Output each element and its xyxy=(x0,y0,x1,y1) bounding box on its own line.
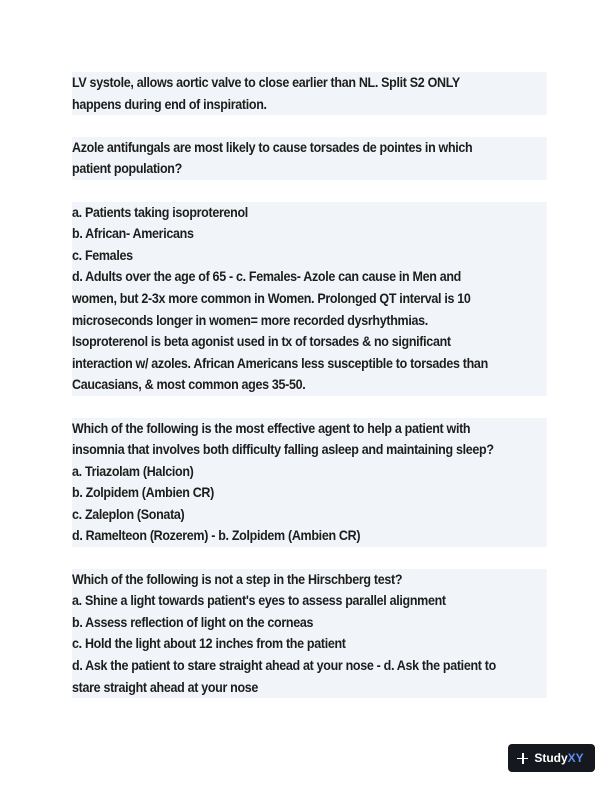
text-line: b. African- Americans xyxy=(72,223,547,245)
text-line: happens during end of inspiration. xyxy=(72,94,547,116)
text-line: Isoproterenol is beta agonist used in tx of torsades & no significant xyxy=(72,331,547,353)
brand-accent: XY xyxy=(567,751,584,765)
brand-name xyxy=(534,751,583,765)
text-line: d. Ramelteon (Rozerem) - b. Zolpidem (Ambien CR) xyxy=(72,525,547,547)
text-line: insomnia that involves both difficulty falling asleep and maintaining sleep? xyxy=(72,439,547,461)
text-line: a. Shine a light towards patient's eyes to assess parallel alignment xyxy=(72,590,547,612)
brand-main: Study xyxy=(534,751,568,765)
paragraph-hirschberg-question xyxy=(72,569,547,699)
text-line: stare straight ahead at your nose xyxy=(72,677,547,699)
text-line: microseconds longer in women= more recorded dysrhythmias. xyxy=(72,310,547,332)
text-line: d. Adults over the age of 65 - c. Females- Azole can cause in Men and xyxy=(72,266,547,288)
text-line: b. Assess reflection of light on the corneas xyxy=(72,612,547,634)
text-line: patient population? xyxy=(72,158,547,180)
text-line: c. Females xyxy=(72,245,547,267)
paragraph-azole-question xyxy=(72,137,547,180)
paragraph-azole-answers xyxy=(72,202,547,396)
text-line: a. Patients taking isoproterenol xyxy=(72,202,547,224)
text-line: women, but 2-3x more common in Women. Prolonged QT interval is 10 xyxy=(72,288,547,310)
text-line: Which of the following is not a step in the Hirschberg test? xyxy=(72,569,547,591)
text-line: c. Hold the light about 12 inches from the patient xyxy=(72,633,547,655)
text-line: Caucasians, & most common ages 35-50. xyxy=(72,374,547,396)
text-line: interaction w/ azoles. African Americans less susceptible to torsades than xyxy=(72,353,547,375)
text-line: Which of the following is the most effective agent to help a patient with xyxy=(72,418,547,440)
text-line: d. Ask the patient to stare straight ahead at your nose - d. Ask the patient to xyxy=(72,655,547,677)
plus-icon xyxy=(517,753,528,764)
text-line: b. Zolpidem (Ambien CR) xyxy=(72,482,547,504)
text-line: a. Triazolam (Halcion) xyxy=(72,461,547,483)
paragraph-insomnia-question xyxy=(72,418,547,548)
text-line: LV systole, allows aortic valve to close earlier than NL. Split S2 ONLY xyxy=(72,72,547,94)
document-body xyxy=(72,72,547,720)
text-line: Azole antifungals are most likely to cause torsades de pointes in which xyxy=(72,137,547,159)
studyxy-badge[interactable] xyxy=(508,744,595,772)
text-line: c. Zaleplon (Sonata) xyxy=(72,504,547,526)
paragraph-split-s2 xyxy=(72,72,547,115)
